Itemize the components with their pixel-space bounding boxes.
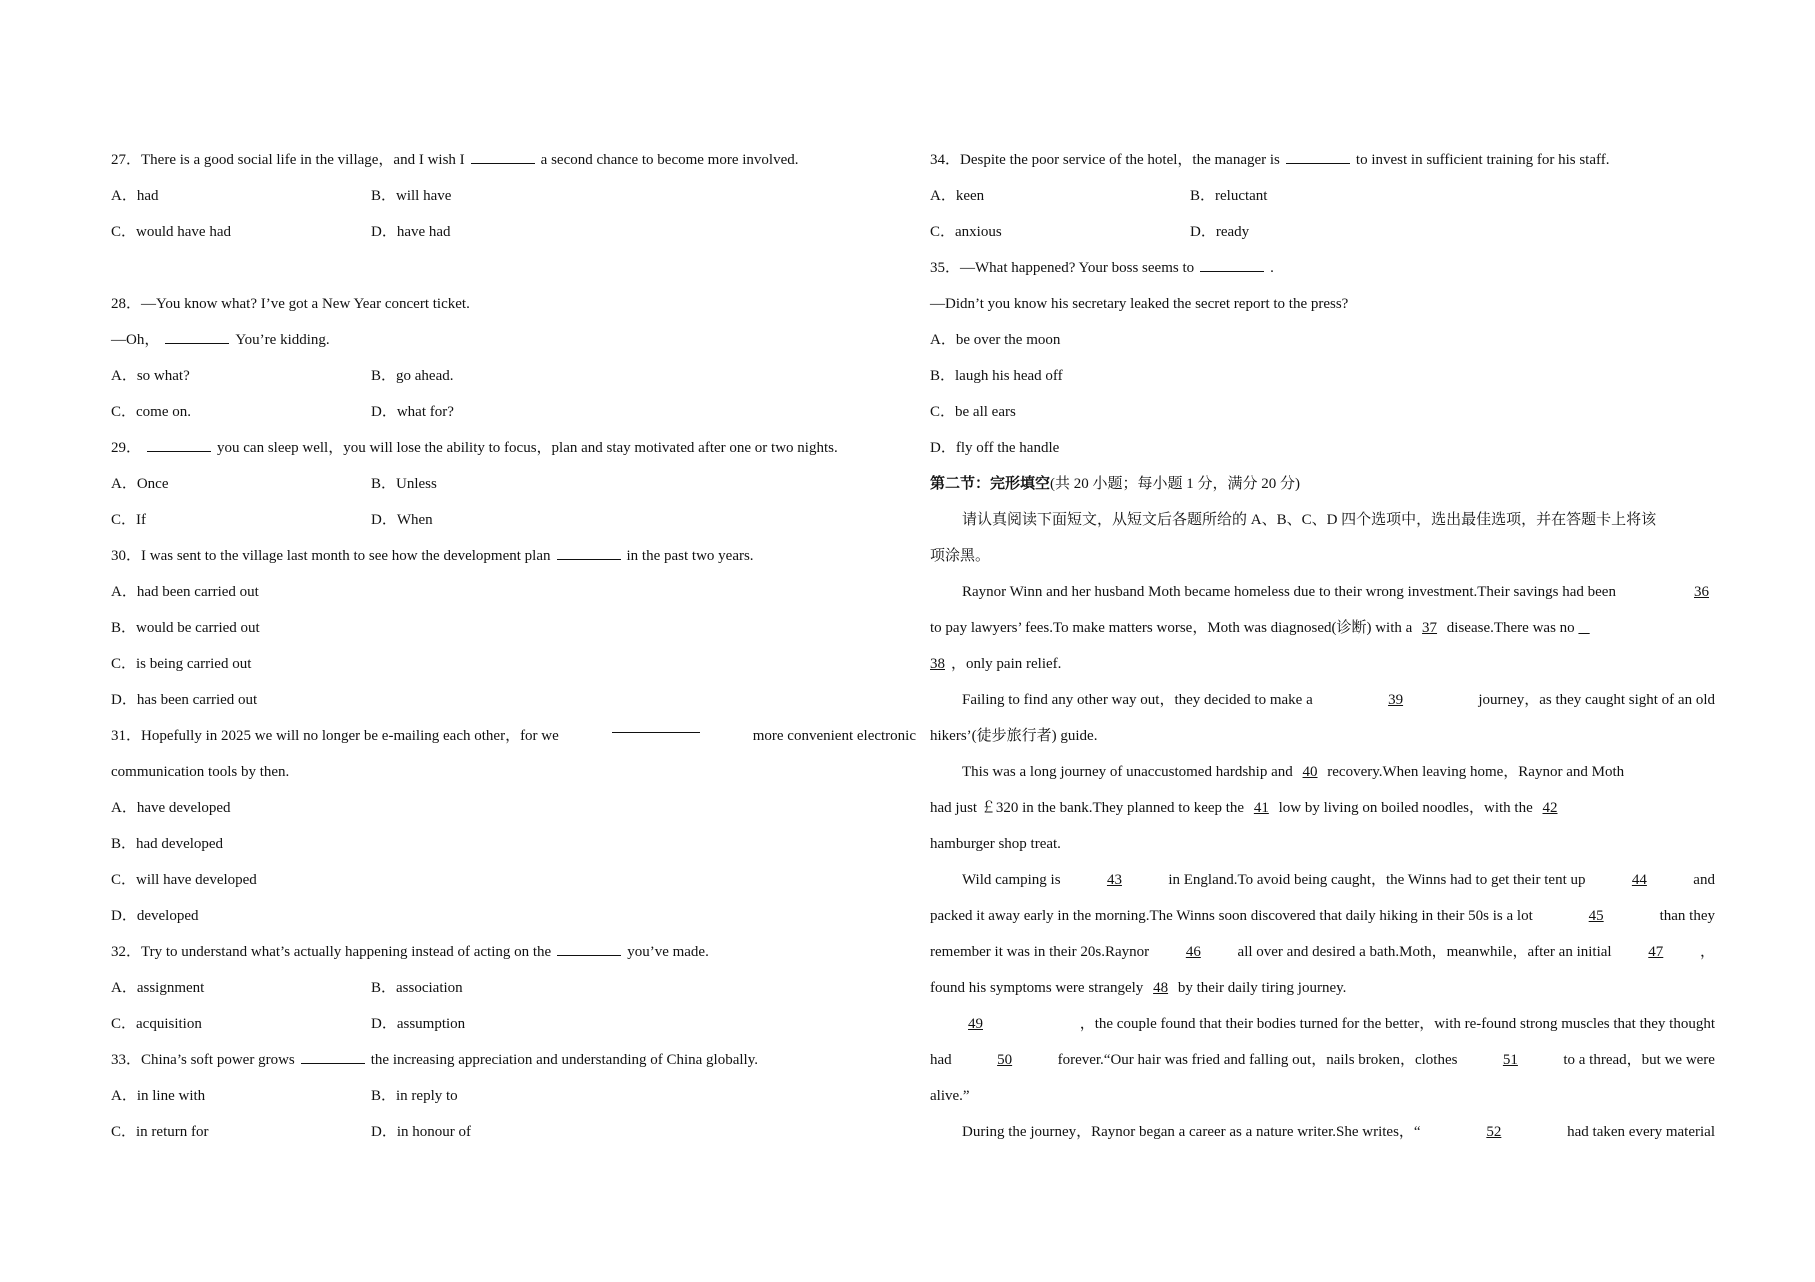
passage-line: Failing to find any other way out，they decided to make a 39 journey，as they caught sight of an old: [930, 682, 1715, 718]
option-c: C．acquisition: [111, 1016, 202, 1032]
option-a: A．in line with: [111, 1088, 206, 1104]
passage-line: 38 ，only pain relief.: [930, 656, 1062, 672]
option-b: B．would be carried out: [111, 620, 260, 636]
passage-line: Wild camping is 43 in England.To avoid being caught，the Winns had to get their tent up 44 and: [930, 862, 1715, 898]
blank-40: 40: [1302, 764, 1318, 780]
passage-line: Raynor Winn and her husband Moth became homeless due to their wrong investment.Their savings had been 36: [930, 574, 1715, 610]
question-28: 28．—You know what? I’ve got a New Year concert ticket.: [111, 296, 470, 312]
blank-44: 44: [1631, 872, 1647, 888]
options-33b: [111, 1114, 916, 1150]
question-35-reply: —Didn’t you know his secretary leaked the secret report to the press?: [930, 296, 1349, 312]
options-32: [111, 970, 916, 1006]
option-d: D．what for?: [371, 404, 454, 420]
right-column: [930, 142, 1715, 1150]
answer-blank: [165, 329, 229, 344]
passage-line: packed it away early in the morning.The Winns soon discovered that daily hiking in their 50s is a lot 45 than they: [930, 898, 1715, 934]
option-d: D．When: [371, 512, 433, 528]
answer-blank: [471, 149, 535, 164]
options-29: [111, 466, 916, 502]
option-d: D．in honour of: [371, 1124, 471, 1140]
option-b: B．reluctant: [1190, 188, 1268, 204]
options-34: [930, 178, 1715, 214]
blank-46: 46: [1185, 944, 1201, 960]
option-a: A．had: [111, 188, 159, 204]
option-b: B．laugh his head off: [930, 368, 1063, 384]
options-34b: [930, 214, 1715, 250]
option-a: A．be over the moon: [930, 332, 1061, 348]
blank-38: 38: [930, 656, 945, 672]
option-a: A．had been carried out: [111, 584, 259, 600]
option-a: A．keen: [930, 188, 985, 204]
blank-42: 42: [1542, 800, 1558, 816]
blank-45: 45: [1588, 908, 1604, 924]
passage-line: had 50 forever.“Our hair was fried and falling out，nails broken，clothes 51 to a thread，but we were: [930, 1042, 1715, 1078]
question-35: 35．—What happened? Your boss seems to .: [930, 250, 1715, 286]
option-d: D．has been carried out: [111, 692, 258, 708]
answer-blank: [557, 545, 621, 560]
passage-line: alive.”: [930, 1088, 970, 1104]
options-32b: [111, 1006, 916, 1042]
option-a: A．have developed: [111, 800, 231, 816]
blank-36: 36: [1694, 584, 1709, 600]
passage-line: to pay lawyers’ fees.To make matters worse，Moth was diagnosed(诊断) with a 37 disease.There was no: [930, 620, 1575, 636]
question-31: 31．Hopefully in 2025 we will no longer be e-mailing each other，for we more convenient electronic: [111, 718, 916, 754]
answer-blank: [612, 718, 700, 733]
blank-52: 52: [1486, 1124, 1502, 1140]
instructions-line-2: 项涂黑。: [930, 548, 991, 564]
option-a: A．Once: [111, 476, 169, 492]
question-32: 32．Try to understand what’s actually happening instead of acting on the you’ve made.: [111, 934, 916, 970]
option-b: B．had developed: [111, 836, 224, 852]
question-34: 34．Despite the poor service of the hotel，the manager is to invest in sufficient training for his staff.: [930, 142, 1715, 178]
options-28b: [111, 394, 916, 430]
blank-41: 41: [1253, 800, 1269, 816]
section-heading: 第二节：完形填空(共 20 小题；每小题 1 分，满分 20 分): [930, 476, 1301, 492]
question-31-cont: communication tools by then.: [111, 764, 290, 780]
instructions-line-1: 请认真阅读下面短文，从短文后各题所给的 A、B、C、D 四个选项中，选出最佳选项，并在答题卡上将该: [962, 512, 1657, 528]
blank-48: 48: [1153, 980, 1169, 996]
option-b: B．association: [371, 980, 463, 996]
question-33: 33．China’s soft power grows the increasing appreciation and understanding of China globally.: [111, 1042, 916, 1078]
answer-blank: [557, 941, 621, 956]
passage-line: found his symptoms were strangely 48 by their daily tiring journey.: [930, 980, 1347, 996]
options-27b: [111, 214, 916, 250]
option-c: C．will have developed: [111, 872, 257, 888]
passage-line: remember it was in their 20s.Raynor 46 all over and desired a bath.Moth，meanwhile，after an initial 47 ，: [930, 934, 1715, 970]
passage-line: 49 ，the couple found that their bodies turned for the better，with re-found strong muscles that they thought: [930, 1006, 1715, 1042]
blank-50: 50: [997, 1052, 1013, 1068]
blank-51: 51: [1502, 1052, 1518, 1068]
option-c: C．be all ears: [930, 404, 1016, 420]
blank-49: 49: [968, 1016, 983, 1032]
question-30: 30．I was sent to the village last month to see how the development plan in the past two years.: [111, 538, 916, 574]
question-29: 29． you can sleep well，you will lose the ability to focus，plan and stay motivated after one or two nights.: [111, 430, 916, 466]
options-29b: [111, 502, 916, 538]
blank-43: 43: [1106, 872, 1122, 888]
option-c: C．If: [111, 512, 146, 528]
option-b: B．go ahead.: [371, 368, 454, 384]
option-c: C．is being carried out: [111, 656, 252, 672]
blank-37: 37: [1422, 620, 1438, 636]
option-c: C．come on.: [111, 404, 191, 420]
answer-blank: [1200, 257, 1264, 272]
answer-blank: [147, 437, 211, 452]
passage-line: hamburger shop treat.: [930, 836, 1061, 852]
passage-line: This was a long journey of unaccustomed hardship and 40 recovery.When leaving home，Raynor and Moth: [962, 764, 1625, 780]
blank-47: 47: [1648, 944, 1664, 960]
option-c: C．would have had: [111, 224, 231, 240]
answer-blank: [301, 1049, 365, 1064]
option-a: A．so what?: [111, 368, 190, 384]
option-d: D．fly off the handle: [930, 440, 1060, 456]
options-28: [111, 358, 916, 394]
option-a: A．assignment: [111, 980, 205, 996]
options-27: [111, 178, 916, 214]
passage-line: During the journey，Raynor began a career as a nature writer.She writes，“ 52 had taken every material: [930, 1114, 1715, 1150]
option-d: D．assumption: [371, 1016, 466, 1032]
options-33: [111, 1078, 916, 1114]
option-d: D．ready: [1190, 224, 1250, 240]
option-c: C．in return for: [111, 1124, 209, 1140]
question-27: 27．There is a good social life in the village，and I wish I a second chance to become more involved.: [111, 142, 916, 178]
left-column: [111, 142, 916, 1150]
option-b: B．will have: [371, 188, 452, 204]
passage-line: hikers’(徒步旅行者) guide.: [930, 728, 1098, 744]
blank-39: 39: [1388, 692, 1404, 708]
option-d: D．developed: [111, 908, 199, 924]
option-d: D．have had: [371, 224, 451, 240]
option-b: B．Unless: [371, 476, 437, 492]
option-c: C．anxious: [930, 224, 1002, 240]
passage-line: had just ￡320 in the bank.They planned to keep the 41 low by living on boiled noodles，with the 42: [930, 790, 1715, 826]
answer-blank: [1286, 149, 1350, 164]
question-28-reply: —Oh， You’re kidding.: [111, 322, 916, 358]
option-b: B．in reply to: [371, 1088, 458, 1104]
